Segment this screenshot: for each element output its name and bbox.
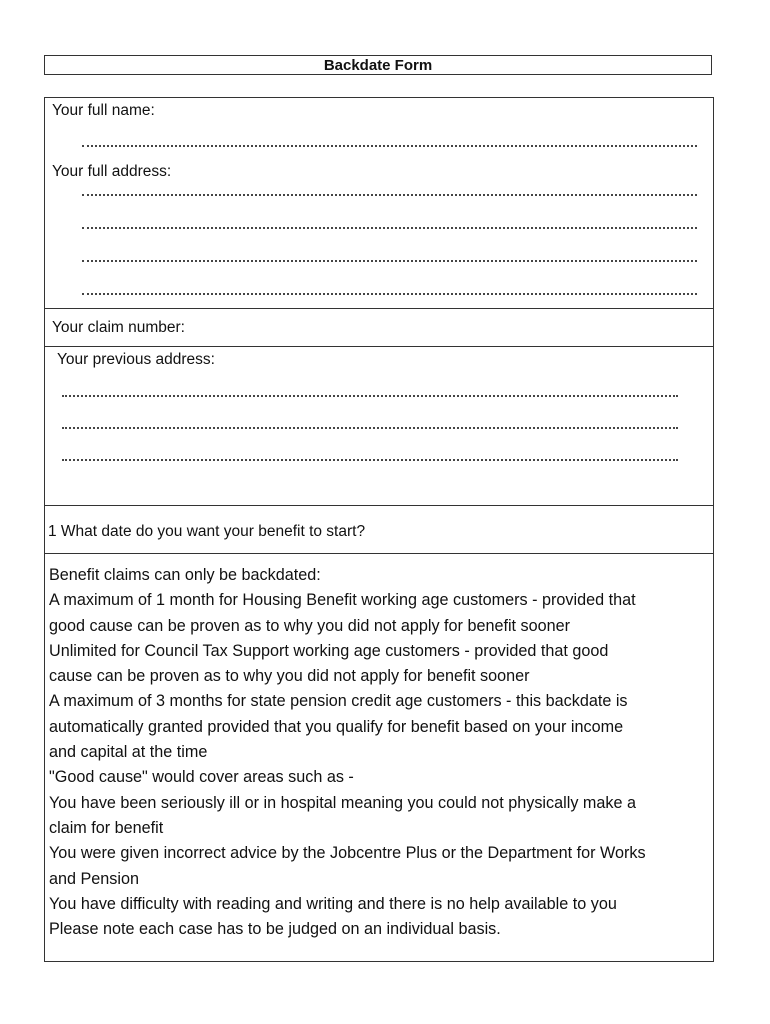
full-name-label: Your full name: [52,102,155,119]
divider-3 [45,505,713,506]
note-line: and capital at the time [49,743,208,762]
previous-address-line-3[interactable] [62,459,678,461]
form-title: Backdate Form [44,55,712,75]
backdate-notes [49,563,709,942]
note-line: and Pension [49,869,140,888]
divider-2 [45,346,713,347]
note-line: automatically granted provided that you qualify for benefit based on your income [49,717,624,736]
claim-number-label: Your claim number: [52,319,185,336]
note-line: You have difficulty with reading and writing and there is no help available to you [49,894,617,913]
note-line: You were given incorrect advice by the Jobcentre Plus or the Department for Works [49,844,646,863]
note-line: A maximum of 3 months for state pension credit age customers - this backdate is [49,692,628,711]
full-address-label: Your full address: [52,163,172,180]
previous-address-line-2[interactable] [62,427,678,429]
note-line: Benefit claims can only be backdated: [49,566,321,584]
full-name-line[interactable] [82,145,697,147]
note-line: "Good cause" would cover areas such as - [49,768,354,787]
form-body [44,97,714,962]
previous-address-label: Your previous address: [57,351,215,368]
note-line: claim for benefit [49,818,164,837]
previous-address-line-1[interactable] [62,395,678,397]
note-line: good cause can be proven as to why you did not apply for benefit sooner [49,616,571,635]
full-address-line-2[interactable] [82,227,697,229]
question-1-label: 1 What date do you want your benefit to start? [48,523,366,540]
note-line: Unlimited for Council Tax Support working age customers - provided that good [49,641,609,660]
divider-1 [45,308,713,309]
note-line: Please note each case has to be judged on an individual basis. [49,920,501,939]
full-address-line-4[interactable] [82,293,697,295]
divider-4 [45,553,713,554]
note-line: You have been seriously ill or in hospital meaning you could not physically make a [49,793,636,812]
full-address-line-3[interactable] [82,260,697,262]
full-address-line-1[interactable] [82,194,697,196]
note-line: cause can be proven as to why you did not apply for benefit sooner [49,667,530,686]
note-line: A maximum of 1 month for Housing Benefit working age customers - provided that [49,591,636,610]
